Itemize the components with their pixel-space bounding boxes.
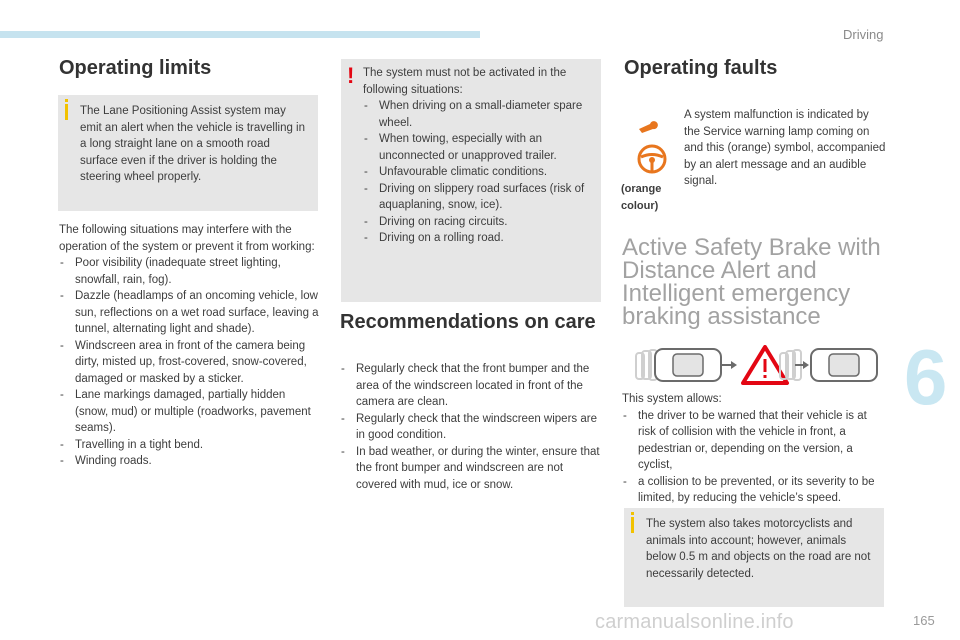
- info-note-box: [58, 95, 318, 211]
- list-item: - When towing, especially with an unconnected or unapproved trailer.: [363, 131, 593, 164]
- list-item: - Dazzle (headlamps of an oncoming vehicle, low sun, reflections on a wet road surface, leaving a tunnel, alternating light and shade).: [59, 288, 321, 338]
- list-item: - Poor visibility (inadequate street lighting, snowfall, rain, fog).: [59, 255, 321, 288]
- warning-list: [363, 98, 593, 247]
- active-safety-section: [622, 391, 884, 507]
- active-safety-intro: This system allows:: [622, 393, 722, 405]
- list-item: - In bad weather, or during the winter, ensure that the front bumper and windscreen are not covered with mud, ice or snow.: [340, 444, 602, 494]
- watermark: carmanualsonline.info: [595, 611, 794, 633]
- list-item: - Regularly check that the windscreen wipers are in good condition.: [340, 411, 602, 444]
- warning-content: [363, 65, 593, 247]
- list-item: - Lane markings damaged, partially hidden (snow, mud) or multiple (roadworks, pavement seams).: [59, 387, 321, 437]
- active-safety-list: [622, 408, 884, 507]
- list-item: - Driving on slippery road surfaces (risk of aquaplaning, snow, ice).: [363, 181, 593, 214]
- warning-box: [341, 59, 601, 302]
- operating-faults-title: Operating faults: [624, 57, 778, 79]
- vehicle-right-icon: [795, 349, 877, 381]
- info-icon: [65, 104, 68, 120]
- chapter-number: 6: [904, 333, 948, 421]
- active-safety-title: Active Safety Brake with Distance Alert and Intelligent emergency braking assistance: [622, 234, 881, 330]
- recommendations-title: Recommendations on care: [340, 311, 596, 333]
- page-number: 165: [913, 613, 935, 628]
- info-note-box-2: [624, 508, 884, 607]
- interference-intro: The following situations may interfere with the operation of the system or prevent it from working:: [59, 224, 315, 253]
- list-item: - Winding roads.: [59, 453, 321, 470]
- fault-description: A system malfunction is indicated by the Service warning lamp coming on and this (orange) symbol, accompanied by an alert message and an audible signal.: [684, 109, 886, 187]
- info-icon: [631, 517, 634, 533]
- list-item: - Windscreen area in front of the camera being dirty, misted up, frost-covered, snow-covered, damaged or masked by a sticker.: [59, 338, 321, 388]
- vehicle-left-icon: [655, 349, 737, 381]
- list-item: - a collision to be prevented, or its severity to be limited, by reducing the vehicle’s speed.: [622, 474, 884, 507]
- list-item: - Driving on a rolling road.: [363, 230, 593, 247]
- list-item: - Regularly check that the front bumper and the area of the windscreen located in front of the camera are clean.: [340, 361, 602, 411]
- list-item: - When driving on a small-diameter spare wheel.: [363, 98, 593, 131]
- recommendations-section: [340, 361, 602, 493]
- icon-caption: (orange colour): [621, 183, 662, 212]
- info-note-text: The Lane Positioning Assist system may emit an alert when the vehicle is travelling in a long straight lane on a smooth road surface even if the driver is holding the steering wheel properly.: [80, 105, 306, 183]
- list-item: - Travelling in a tight bend.: [59, 437, 321, 454]
- operating-limits-title: Operating limits: [59, 57, 212, 79]
- list-item: - the driver to be warned that their vehicle is at risk of collision with the vehicle in front, a pedestrian or, depending on the version, a cyclist,: [622, 408, 884, 474]
- warning-intro: The system must not be activated in the following situations:: [363, 67, 567, 96]
- section-label: Driving: [843, 27, 884, 42]
- exclamation-warning-icon: !: [347, 63, 355, 88]
- steering-wheel-warning-icon: [636, 141, 668, 177]
- list-item: - Driving on racing circuits.: [363, 214, 593, 231]
- collision-alert-illustration: [635, 345, 881, 385]
- wrench-icon: [637, 120, 659, 134]
- header-accent-bar: [0, 31, 480, 38]
- list-item: - Unfavourable climatic conditions.: [363, 164, 593, 181]
- interference-list: [59, 255, 321, 470]
- recommendations-list: [340, 361, 602, 493]
- info-note-2-text: The system also takes motorcyclists and animals into account; however, animals below 0.5 m and objects on the road are not necessarily detected.: [646, 518, 871, 580]
- interference-section: [59, 222, 321, 470]
